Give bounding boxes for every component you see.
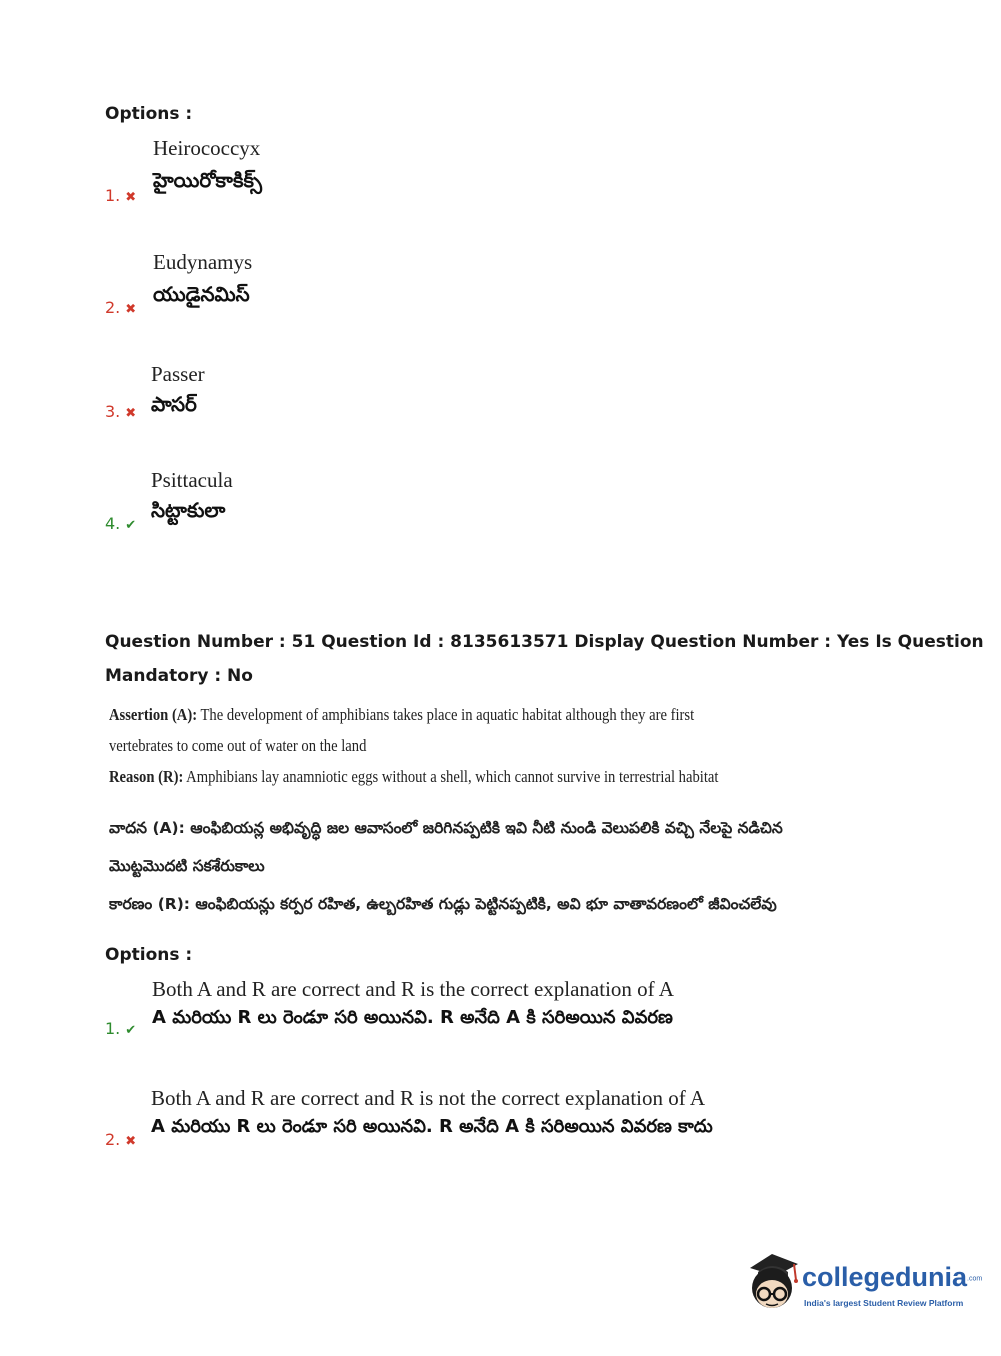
wrong-icon: ✖ <box>125 406 137 421</box>
option-2-telugu: యుడైనమిస్ <box>153 282 250 306</box>
check-icon: ✔ <box>125 1023 137 1038</box>
assertion-line-1: Assertion (A): The development of amphibians takes place in aquatic habitat although they are first <box>109 705 695 724</box>
reason-line: Reason (R): Amphibians lay anamniotic eggs without a shell, which cannot survive in terrestrial habitat <box>109 767 719 786</box>
option-assertion-2-english: Both A and R are correct and R is not the correct explanation of A <box>151 1086 706 1110</box>
mascot-icon <box>742 1250 802 1312</box>
assertion-line-2: vertebrates to come out of water on the land <box>109 736 367 755</box>
option-assertion-1-english: Both A and R are correct and R is the correct explanation of A <box>152 977 674 1001</box>
option-3-telugu: పాసర్ <box>151 392 197 416</box>
options-label-2: Options : <box>105 945 193 965</box>
collegedunia-logo[interactable] <box>742 1248 983 1318</box>
question-header: Question Number : 51 Question Id : 8135613571 Display Question Number : Yes Is Question <box>105 632 984 652</box>
option-3-number: 3. ✖ <box>105 402 137 421</box>
option-2-english: Eudynamys <box>153 250 253 274</box>
option-assertion-1-number: 1. ✔ <box>105 1019 137 1038</box>
option-2-number: 2. ✖ <box>105 298 137 317</box>
question-mandatory: Mandatory : No <box>105 666 253 686</box>
option-4-english: Psittacula <box>151 468 233 492</box>
wrong-icon: ✖ <box>125 190 137 205</box>
option-4-number: 4. ✔ <box>105 514 137 533</box>
logo-tagline: India's largest Student Review Platform <box>804 1298 964 1308</box>
check-icon: ✔ <box>125 518 137 533</box>
option-assertion-1-telugu: A మరియు R లు రెండూ సరి అయినవి. R అనేది A కి సరిఅయిన వివరణ <box>152 1007 673 1028</box>
option-assertion-2-telugu: A మరియు R లు రెండూ సరి అయినవి. R అనేది A కి సరిఅయిన వివరణ కాదు <box>151 1116 713 1137</box>
option-1-english: Heirococcyx <box>153 136 261 160</box>
option-assertion-2-number: 2. ✖ <box>105 1130 137 1149</box>
telugu-reason-line: కారణం (R): ఆంఫిబియన్లు కర్పర రహిత, ఉల్బరహిత గుడ్లు పెట్టినప్పటికి, అవి భూ వాతావరణంలో జీవించలేవు <box>109 895 777 913</box>
options-label-1: Options : <box>105 104 193 124</box>
wrong-icon: ✖ <box>125 1134 137 1149</box>
option-1-number: 1. ✖ <box>105 186 137 205</box>
option-3-english: Passer <box>151 362 205 386</box>
option-1-telugu: హైయిరోకాకిక్స్ <box>153 168 263 192</box>
option-4-telugu: సిట్టాకులా <box>151 498 226 522</box>
logo-text: collegedunia.com <box>802 1262 983 1292</box>
telugu-assertion-line-1: వాదన (A): ఆంఫిబియన్ల అభివృద్ధి జల ఆవాసంలో జరిగినప్పటికి ఇవి నీటి నుండి వెలుపలికి వచ్చి నేలపై నడిచిన <box>109 819 783 837</box>
wrong-icon: ✖ <box>125 302 137 317</box>
telugu-assertion-line-2: మొట్టమొదటి సకశేరుకాలు <box>109 857 265 875</box>
